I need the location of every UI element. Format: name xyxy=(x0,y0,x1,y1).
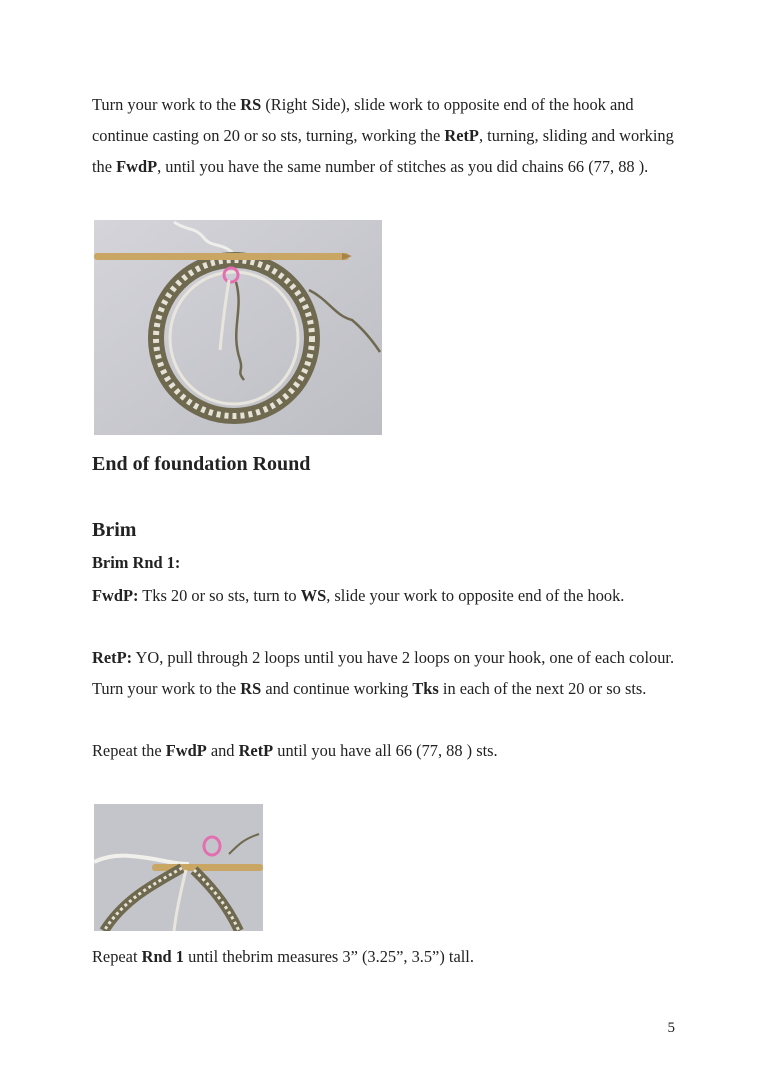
subheading-brim-rnd-1: Brim Rnd 1: xyxy=(92,553,181,572)
page-number: 5 xyxy=(667,1020,675,1036)
brim-round-illustration xyxy=(94,804,263,931)
heading-end-of-foundation: End of foundation Round xyxy=(92,453,311,475)
fwdp-paragraph: FwdP: Tks 20 or so sts, turn to WS, slide your work to opposite end of the hook. xyxy=(92,586,625,605)
repeat-fwdp-retp-paragraph: Repeat the FwdP and RetP until you have all 66 (77, 88 ) sts. xyxy=(92,741,498,760)
intro-paragraph: Turn your work to the RS (Right Side), slide work to opposite end of the hook and continue casting on 20 or so sts, turning, working the RetP, turning, sliding and working the FwdP, until you have the same number of stitches as you did chains 66 (77, 88 ). xyxy=(92,95,674,176)
brim-round-photo xyxy=(94,804,263,931)
foundation-round-illustration xyxy=(94,220,382,435)
retp-paragraph: RetP: YO, pull through 2 loops until you have 2 loops on your hook, one of each colour. Turn your work to the RS and continue working Tks in each of the next 20 or so sts. xyxy=(92,648,675,698)
repeat-rnd-1-paragraph: Repeat Rnd 1 until thebrim measures 3” (3.25”, 3.5”) tall. xyxy=(92,947,474,966)
heading-brim: Brim xyxy=(92,519,137,541)
foundation-round-photo xyxy=(94,220,382,435)
